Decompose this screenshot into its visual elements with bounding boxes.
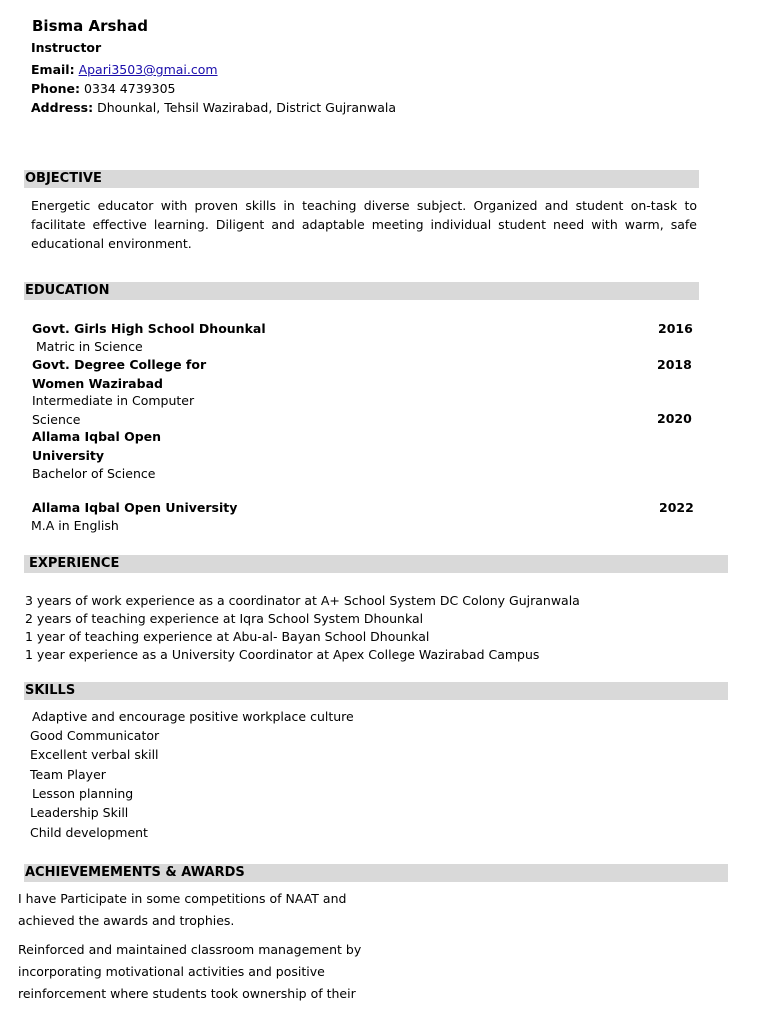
education-school: Govt. Girls High School Dhounkal	[32, 321, 266, 336]
education-degree: M.A in English	[31, 518, 119, 533]
skill-item: Adaptive and encourage positive workplace culture	[32, 709, 354, 724]
education-year: 2022	[659, 500, 694, 515]
education-degree: Matric in Science	[36, 339, 143, 354]
objective-heading: OBJECTIVE	[24, 170, 699, 188]
address-value: Dhounkal, Tehsil Wazirabad, District Gujranwala	[97, 100, 396, 115]
phone-row	[31, 81, 175, 97]
objective-text: Energetic educator with proven skills in teaching diverse subject. Organized and student on-task to facilitate effective learning. Diligent and adaptable meeting individual student need with warm, safe educational environment.	[31, 198, 697, 251]
address-label: Address:	[31, 100, 94, 115]
achievements-heading: ACHIEVEMEMENTS & AWARDS	[24, 864, 728, 882]
skills-heading: SKILLS	[24, 682, 728, 700]
phone-value: 0334 4739305	[84, 81, 176, 96]
experience-item: 3 years of work experience as a coordinator at A+ School System DC Colony Gujranwala	[25, 593, 580, 608]
email-label: Email:	[31, 62, 75, 77]
experience-item: 1 year experience as a University Coordinator at Apex College Wazirabad Campus	[25, 647, 540, 662]
skill-item: Excellent verbal skill	[30, 747, 159, 762]
education-year: 2016	[658, 321, 693, 336]
address-row	[31, 100, 396, 116]
skill-item: Child development	[30, 825, 148, 840]
education-school: Allama Iqbal Open	[32, 429, 162, 444]
education-degree: Science	[32, 412, 81, 427]
skill-item: Leadership Skill	[30, 805, 129, 820]
achievement-paragraph: Reinforced and maintained classroom management by incorporating motivational activities and positive reinforcement where students took ownership of their	[18, 942, 362, 1001]
phone-label: Phone:	[31, 81, 81, 96]
email-row	[31, 62, 218, 78]
education-degree: Bachelor of Science	[32, 466, 156, 481]
education-school: Women Wazirabad	[32, 376, 163, 391]
email-link[interactable]: Apari3503@gmai.com	[78, 62, 218, 77]
education-year: 2020	[657, 411, 692, 426]
achievement-paragraph: I have Participate in some competitions of NAAT and achieved the awards and trophies.	[18, 891, 347, 928]
experience-item: 2 years of teaching experience at Iqra School System Dhounkal	[25, 611, 424, 626]
education-degree: Intermediate in Computer	[32, 393, 195, 408]
experience-heading: EXPERIENCE	[24, 555, 728, 573]
education-school: University	[32, 448, 104, 463]
education-school: Govt. Degree College for	[32, 357, 207, 372]
education-school: Allama Iqbal Open University	[32, 500, 238, 515]
education-heading: EDUCATION	[24, 282, 699, 300]
job-title: Instructor	[31, 40, 102, 55]
education-year: 2018	[657, 357, 692, 372]
skill-item: Team Player	[30, 767, 106, 782]
skill-item: Good Communicator	[30, 728, 160, 743]
experience-item: 1 year of teaching experience at Abu-al- Bayan School Dhounkal	[25, 629, 430, 644]
candidate-name: Bisma Arshad	[32, 17, 148, 35]
skill-item: Lesson planning	[32, 786, 134, 801]
